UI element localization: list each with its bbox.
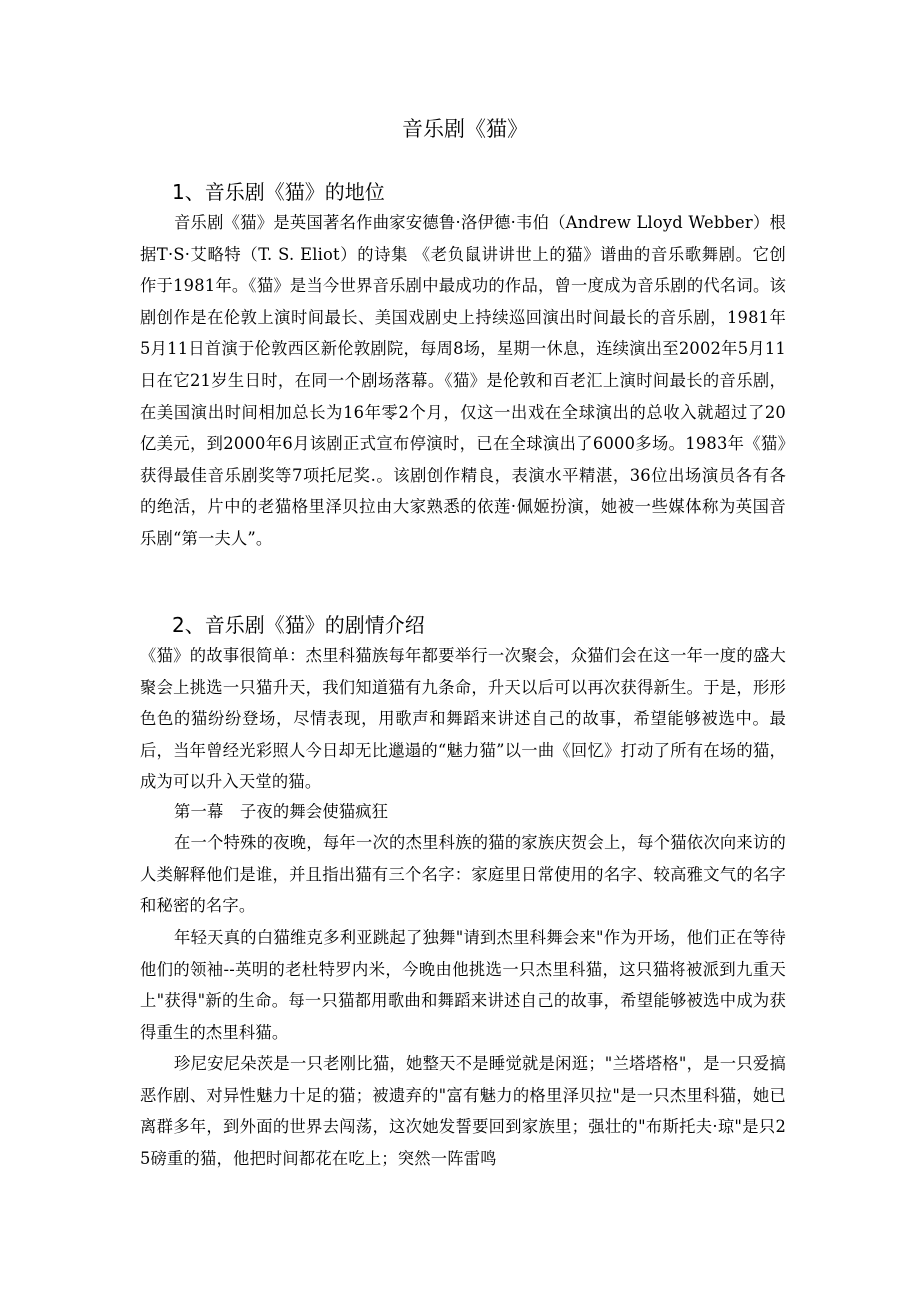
act1-title: 第一幕 子夜的舞会使猫疯狂 xyxy=(174,802,389,821)
act1-paragraph-3: 珍尼安尼朵茨是一只老刚比猫，她整天不是睡觉就是闲逛；"兰塔塔格"，是一只爱搞恶作剧、对异性魅力十足的猫；被遗弃的"富有魅力的格里泽贝拉"是一只杰里科猫，她已离群多年，到外面的世界去闯荡，这次她发誓要回到家族里；强壮的"布斯托夫·琼"是只25磅重的猫，他把时间都花在吃上；突然一阵雷鸣 xyxy=(140,1054,786,1168)
section1-heading: 1、音乐剧《猫》的地位 xyxy=(172,180,385,204)
section1-paragraph: 音乐剧《猫》是英国著名作曲家安德鲁·洛伊德·韦伯（Andrew Lloyd Webber）根据T·S·艾略特（T. S. Eliot）的诗集 《老负鼠讲讲世上的猫》谱曲的音乐歌舞剧。它创作于1981年。《猫》是当今世界音乐剧中最成功的作品，曾一度成为音乐剧的代名词。该剧创作是在伦敦上演时间最长、美国戏剧史上持续巡回演出时间最长的音乐剧，1981年5月11日首演于伦敦西区新伦敦剧院，每周8场，星期一休息，连续演出至2002年5月11日在它21岁生日时，在同一个剧场落幕。《猫》是伦敦和百老汇上演时间最长的音乐剧，在美国演出时间相加总长为16年零2个月，仅这一出戏在全球演出的总收入就超过了20亿美元，到2000年6月该剧正式宣布停演时，已在全球演出了6000多场。1983年《猫》获得最佳音乐剧奖等7项托尼奖.。该剧创作精良，表演水平精湛，36位出场演员各有各的绝活，片中的老猫格里泽贝拉由大家熟悉的依莲·佩姬扮演，她被一些媒体称为英国音乐剧“第一夫人”。 xyxy=(140,213,786,548)
section2-intro: 《猫》的故事很简单：杰里科猫族每年都要举行一次聚会，众猫们会在这一年一度的盛大聚会上挑选一只猫升天，我们知道猫有九条命，升天以后可以再次获得新生。于是，形形色色的猫纷纷登场，尽情表现，用歌声和舞蹈来讲述自己的故事，希望能够被选中。最后，当年曾经光彩照人今日却无比邋遢的“魅力猫”以一曲《回忆》打动了所有在场的猫，成为可以升入天堂的猫。 xyxy=(140,646,786,792)
act1-paragraph-1: 在一个特殊的夜晚，每年一次的杰里科族的猫的家族庆贺会上，每个猫依次向来访的人类解释他们是谁，并且指出猫有三个名字：家庭里日常使用的名字、较高雅文气的名字和秘密的名字。 xyxy=(140,833,786,916)
section2-heading: 2、音乐剧《猫》的剧情介绍 xyxy=(172,613,425,637)
document-title: 音乐剧《猫》 xyxy=(402,117,528,141)
act1-paragraph-2: 年轻天真的白猫维克多利亚跳起了独舞"请到杰里科舞会来"作为开场，他们正在等待他们的领袖--英明的老杜特罗内米，今晚由他挑选一只杰里科猫，这只猫将被派到九重天上"获得"新的生命。每一只猫都用歌曲和舞蹈来讲述自己的故事，希望能够被选中成为获得重生的杰里科猫。 xyxy=(140,928,786,1042)
